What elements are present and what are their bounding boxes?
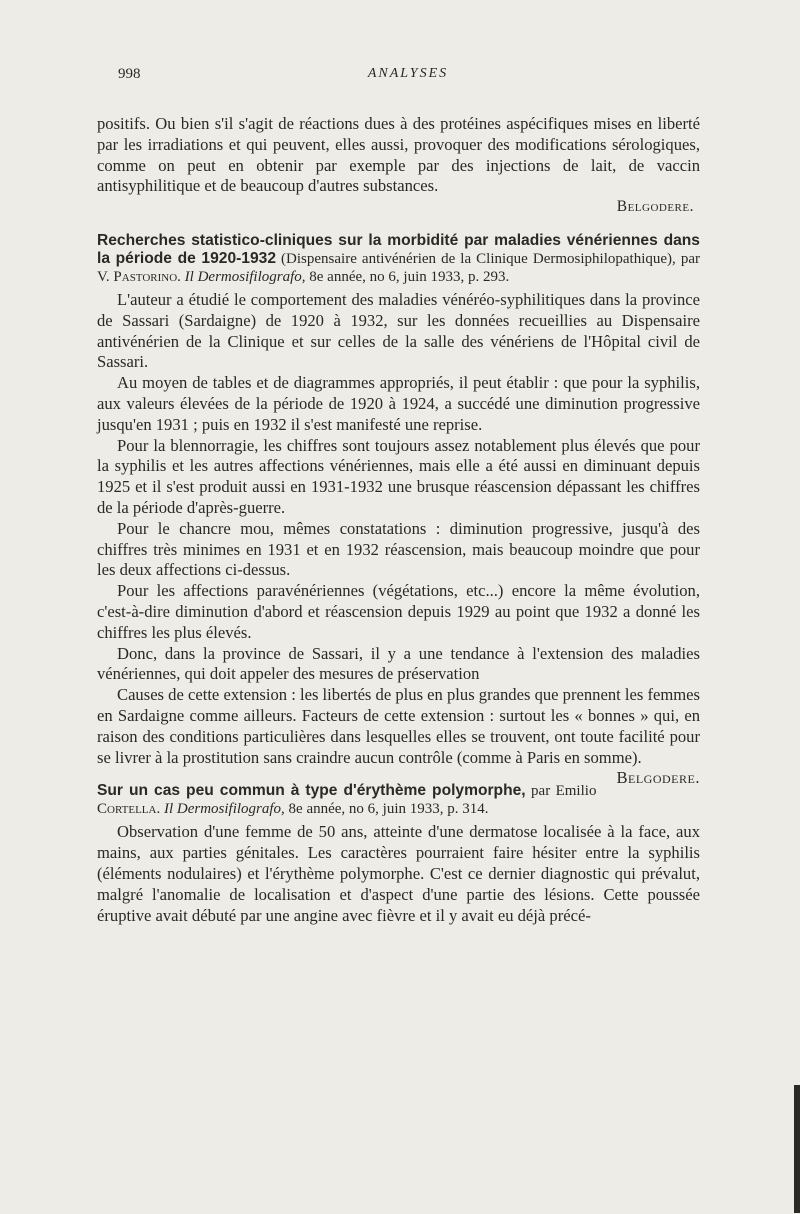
article2-ref-pre: par Emilio xyxy=(525,783,597,800)
article1-signature: Belgodere. xyxy=(616,768,700,788)
article1-paragraph: L'auteur a étudié le comportement des maladies vénéréo-syphilitiques dans la province de Sassari (Sardaigne) de 1920 à 1932, sur les données recueillies au Dispensaire antivénérien de la Clinique et sur celles de la salle des vénériens de l'Hôpital civil de Sassari. xyxy=(97,289,700,372)
article2-journal: Il Dermosifilografo xyxy=(163,801,282,818)
running-title: ANALYSES xyxy=(367,66,449,81)
article2-paragraph: Observation d'une femme de 50 ans, atteinte d'une dermatose localisée à la face, aux mains, aux parties génitales. Les caractères pourraient faire hésiter entre la syphilis (éléments nodulaires) et l'érythème polymorphe. C'est ce dernier diagnostic qui prévalut, malgré l'anomalie de localisation et d'aspect d'une partie des lésions. Cette poussée éruptive avait débuté par une angine avec fièvre et il y avait eu déjà précé- xyxy=(97,822,700,925)
running-header xyxy=(118,66,698,88)
article1-ref-mid: . xyxy=(177,268,185,285)
article1-heading xyxy=(97,232,700,286)
article1-ref-post: , 8e année, no 6, juin 1933, p. 293. xyxy=(301,268,510,285)
text-column xyxy=(97,114,700,926)
article1-title: Recherches statistico-cliniques sur la morbidité par maladies vénériennes dans la période de 1920-1932 xyxy=(97,231,700,267)
article1-paragraph: Pour les affections paravénériennes (végétations, etc...) encore la même évolution, c'est-à-dire diminution d'abord et réascension depuis 1929 au point que 1932 a donné les chiffres les plus élevés. xyxy=(97,581,700,642)
intro-paragraph: positifs. Ou bien s'il s'agit de réactions dues à des protéines aspécifiques mises en liberté par les irradiations et qui peuvent, elles aussi, provoquer des modifications sérologiques, comme on peut en obtenir par exemple par des injections de lait, de vaccin antisyphilitique et de beaucoup d'autres substances. xyxy=(97,114,700,196)
article2-ref-mid: . xyxy=(156,801,164,818)
article1-paragraph: Donc, dans la province de Sassari, il y a une tendance à l'extension des maladies vénériennes, qui doit appeler des mesures de préservation xyxy=(97,643,700,684)
article1-journal: Il Dermosifilografo xyxy=(184,268,302,285)
article2-title: Sur un cas peu commun à type d'érythème polymorphe, xyxy=(97,782,526,800)
page-number: 998 xyxy=(118,66,141,82)
article1-paragraph: Pour la blennorragie, les chiffres sont toujours assez notablement plus élevés que pour la syphilis et les autres affections vénériennes, mais elle a été aussi en diminuant depuis 1925 et il s'est produit aussi en 1931-1932 une brusque réascension dépassant les chiffres de la période d'après-guerre. xyxy=(97,435,700,517)
article2-ref-post: , 8e année, no 6, juin 1933, p. 314. xyxy=(281,801,489,818)
article1-last-text: Causes de cette extension : les libertés de plus en plus grandes que prennent les femmes en Sardaigne comme ailleurs. Facteurs de cette extension : surtout les « bonnes » qui, en raison des conditions particulières dans lesquelles elles se trouvent, ont toute facilité pour se livrer à la prostitution sans craindre aucun contrôle (comme à Paris en somme). xyxy=(97,685,700,767)
intro-signature: Belgodere. xyxy=(616,198,694,216)
article1-author: Pastorino xyxy=(113,268,178,285)
article1-paragraph: Au moyen de tables et de diagrammes appropriés, il peut établir : que pour la syphilis, aux valeurs élevées de la période de 1920 à 1924, a succédé une diminution progressive jusqu'en 1931 ; puis en 1932 il s'est manifesté une reprise. xyxy=(97,373,700,434)
article2-author: Cortella xyxy=(97,801,157,818)
scan-edge-shadow xyxy=(794,1085,800,1213)
article1-last-paragraph xyxy=(97,685,700,788)
article1-paragraph: Pour le chancre mou, mêmes constatations : diminution progressive, jusqu'à des chiffres très minimes en 1931 et en 1932 réascension, mais beaucoup moindre que pour les deux affections ci-dessus. xyxy=(97,518,700,580)
article1-ref-pre: (Dispensaire antivénérien de la Clinique Dermosiphilopathique), par V. xyxy=(97,250,700,285)
